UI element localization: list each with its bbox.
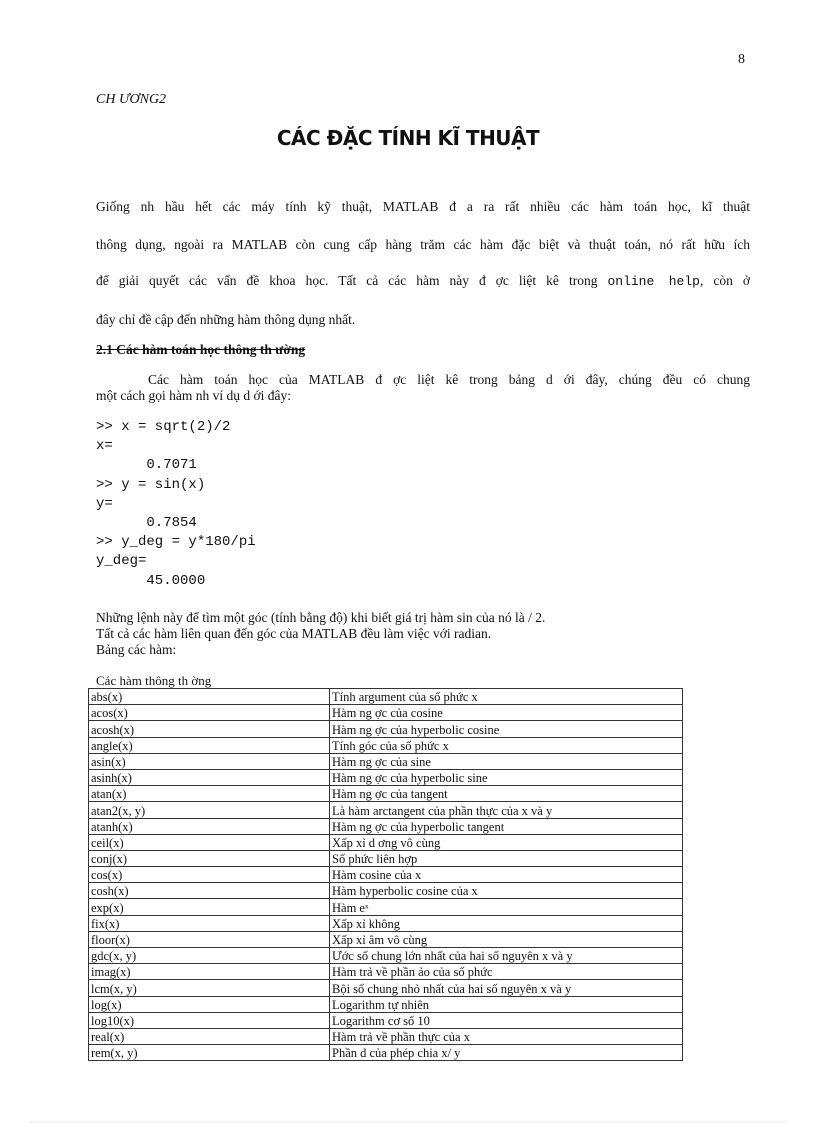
- function-name-cell: imag(x): [89, 964, 330, 980]
- table-row: [89, 834, 683, 850]
- function-description-cell: Hàm ng ợc của tangent: [330, 786, 683, 802]
- function-name-cell: log(x): [89, 996, 330, 1012]
- online-help-term: online help: [607, 274, 700, 289]
- code-line: >> y_deg = y*180/pi: [96, 534, 256, 551]
- function-name-cell: acos(x): [89, 705, 330, 721]
- table-row: [89, 705, 683, 721]
- function-description-cell: Xấp xỉ âm vô cùng: [330, 931, 683, 947]
- intro-line-3-text: để giải quyết các vấn đề khoa học. Tất cả các hàm này đ ợc liệt kê trong: [96, 273, 608, 288]
- table-row: [89, 1012, 683, 1028]
- table-row: [89, 769, 683, 785]
- table-row: [89, 689, 683, 705]
- function-description-cell: Logarithm cơ số 10: [330, 1012, 683, 1028]
- function-name-cell: log10(x): [89, 1012, 330, 1028]
- function-description-cell: Hàm ng ợc của hyperbolic tangent: [330, 818, 683, 834]
- table-row: [89, 818, 683, 834]
- section-intro-line-2: một cách gọi hàm nh ví dụ d ới đây:: [96, 388, 291, 403]
- function-description-cell: Phần d của phép chia x/ y: [330, 1045, 683, 1061]
- function-name-cell: angle(x): [89, 737, 330, 753]
- code-line: >> y = sin(x): [96, 476, 206, 493]
- function-description-cell: Xấp xỉ không: [330, 915, 683, 931]
- code-line: x=: [96, 438, 113, 455]
- function-name-cell: acosh(x): [89, 721, 330, 737]
- table-row: [89, 899, 683, 915]
- function-description-cell: Bội số chung nhỏ nhất của hai số nguyên x và y: [330, 980, 683, 996]
- intro-line-4: đây chỉ đề cập đến những hàm thông dụng nhất.: [96, 312, 356, 327]
- function-description-cell: Tính góc của số phức x: [330, 737, 683, 753]
- function-description-cell: Ước số chung lớn nhất của hai số nguyên x và y: [330, 948, 683, 964]
- table-row: [89, 915, 683, 931]
- table-row: [89, 1045, 683, 1061]
- table-row: [89, 786, 683, 802]
- notes: [96, 610, 545, 658]
- table-row: [89, 883, 683, 899]
- intro-line-1: Giống nh hầu hết các máy tính kỹ thuật, MATLAB đ a ra rất nhiều các hàm toán học, kĩ thuật: [96, 199, 750, 214]
- function-name-cell: abs(x): [89, 689, 330, 705]
- section-heading: 2.1 Các hàm toán học thông th ường: [96, 342, 306, 357]
- section-intro-line-1: Các hàm toán học của MATLAB đ ợc liệt kê trong bảng d ới đây, chúng đều có chung: [148, 372, 750, 387]
- function-name-cell: real(x): [89, 1028, 330, 1044]
- function-description-cell: Hàm ng ợc của hyperbolic sine: [330, 769, 683, 785]
- function-name-cell: atan(x): [89, 786, 330, 802]
- table-row: [89, 753, 683, 769]
- page-title: CÁC ĐẶC TÍNH KĨ THUẬT: [276, 126, 540, 150]
- function-name-cell: asin(x): [89, 753, 330, 769]
- note-line: Tất cả các hàm liên quan đến góc của MATLAB đều làm việc với radian.: [96, 626, 492, 641]
- function-name-cell: exp(x): [89, 899, 330, 915]
- function-description-cell: Là hàm arctangent của phần thực của x và y: [330, 802, 683, 818]
- note-line: Những lệnh này để tìm một góc (tính bằng độ) khi biết giá trị hàm sin của nó là / 2.: [96, 610, 546, 625]
- function-name-cell: conj(x): [89, 850, 330, 866]
- table-row: [89, 931, 683, 947]
- table-row: [89, 721, 683, 737]
- code-line: y=: [96, 495, 113, 512]
- table-caption: Các hàm thông th ờng: [96, 673, 212, 688]
- function-description-cell: Hàm ng ợc của cosine: [330, 705, 683, 721]
- function-description-cell: Hàm ng ợc của sine: [330, 753, 683, 769]
- table-row: [89, 964, 683, 980]
- note-line: Bảng các hàm:: [96, 642, 177, 657]
- code-line: 0.7854: [96, 514, 197, 531]
- function-description-cell: Logarithm tự nhiên: [330, 996, 683, 1012]
- function-description-cell: Xấp xỉ d ơng vô cùng: [330, 834, 683, 850]
- function-name-cell: ceil(x): [89, 834, 330, 850]
- function-description-cell: Hàm cosine của x: [330, 867, 683, 883]
- function-description-cell: Hàm eˣ: [330, 899, 683, 915]
- function-name-cell: atan2(x, y): [89, 802, 330, 818]
- function-name-cell: asinh(x): [89, 769, 330, 785]
- intro-line-3-tail: , còn ở: [699, 273, 750, 288]
- table-row: [89, 802, 683, 818]
- table-row: [89, 737, 683, 753]
- intro-line-3: [96, 272, 750, 291]
- code-line: 45.0000: [96, 572, 206, 589]
- function-description-cell: Tính argument của số phức x: [330, 689, 683, 705]
- function-name-cell: rem(x, y): [89, 1045, 330, 1061]
- function-name-cell: floor(x): [89, 931, 330, 947]
- chapter-label: CH ƯƠNG2: [96, 92, 167, 107]
- table-row: [89, 850, 683, 866]
- code-line: y_deg=: [96, 553, 147, 570]
- code-line: 0.7071: [96, 457, 197, 474]
- function-description-cell: Hàm hyperbolic cosine của x: [330, 883, 683, 899]
- page-number: 8: [738, 52, 745, 67]
- function-description-cell: Số phức liên hợp: [330, 850, 683, 866]
- function-description-cell: Hàm trả về phần ảo của số phức: [330, 964, 683, 980]
- function-name-cell: atanh(x): [89, 818, 330, 834]
- code-line: >> x = sqrt(2)/2: [96, 419, 231, 435]
- code-block: [96, 418, 256, 591]
- table-row: [89, 948, 683, 964]
- table-row: [89, 980, 683, 996]
- function-name-cell: fix(x): [89, 915, 330, 931]
- intro-line-2: thông dụng, ngoài ra MATLAB còn cung cấp hàng trăm các hàm đặc biệt và thuật toán, nó rất hữu ích: [96, 237, 750, 252]
- function-description-cell: Hàm ng ợc của hyperbolic cosine: [330, 721, 683, 737]
- functions-table: [88, 688, 683, 1061]
- table-row: [89, 867, 683, 883]
- function-name-cell: lcm(x, y): [89, 980, 330, 996]
- function-name-cell: gdc(x, y): [89, 948, 330, 964]
- function-name-cell: cos(x): [89, 867, 330, 883]
- section-intro: [96, 372, 750, 404]
- function-description-cell: Hàm trả về phần thực của x: [330, 1028, 683, 1044]
- table-row: [89, 1028, 683, 1044]
- table-row: [89, 996, 683, 1012]
- function-name-cell: cosh(x): [89, 883, 330, 899]
